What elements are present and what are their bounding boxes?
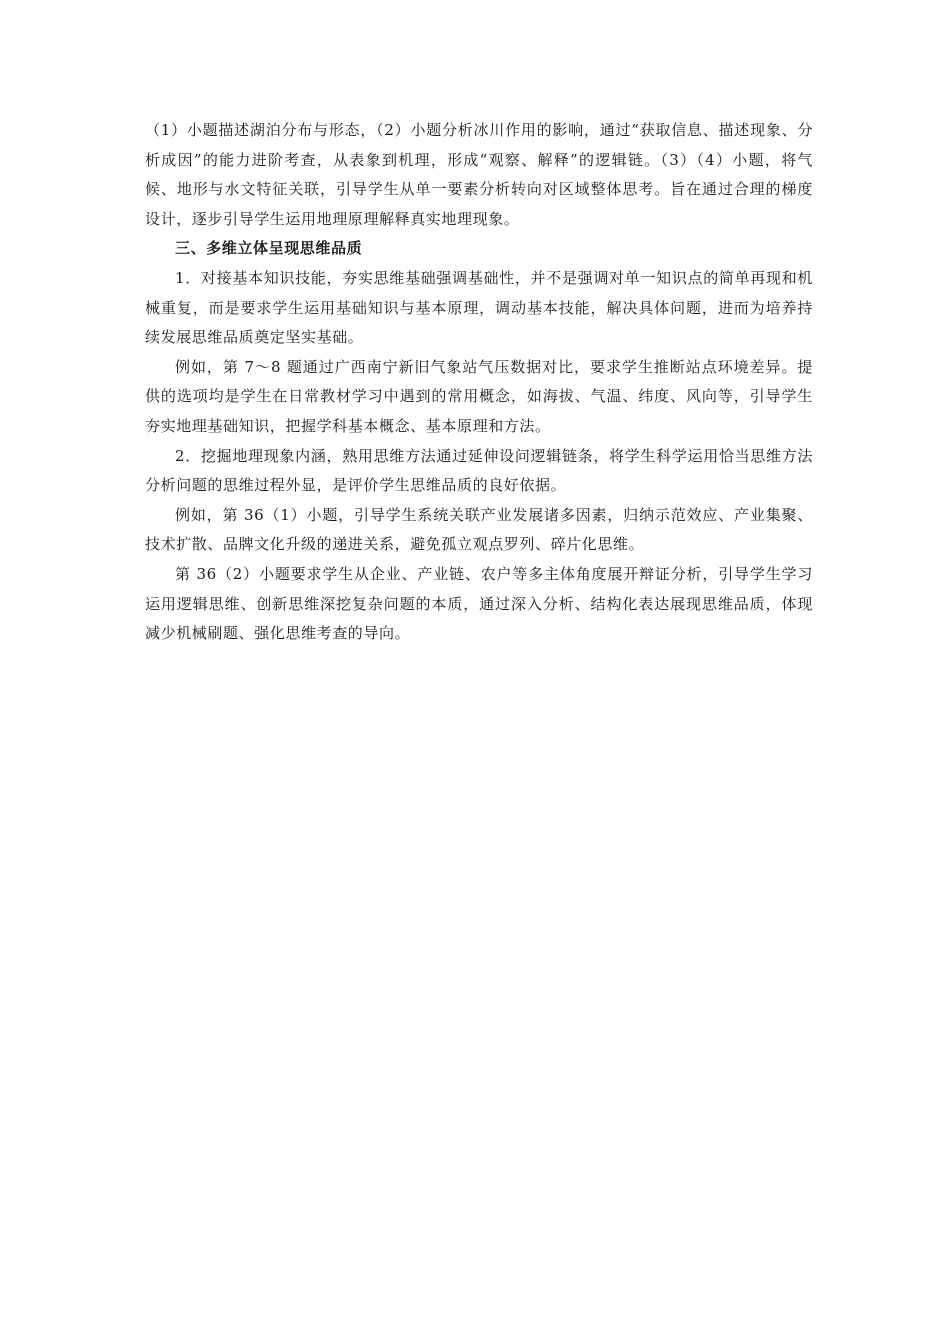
section-heading-3: 三、多维立体呈现思维品质 [175, 239, 363, 258]
paragraph-5: 例如，第 36（1）小题，引导学生系统关联产业发展诸多因素，归纳示范效应、产业集聚、技术扩散、品牌文化升级的递进关系，避免孤立观点罗列、碎片化思维。 [145, 505, 813, 554]
paragraph-3: 例如，第 7～8 题通过广西南宁新旧气象站气压数据对比，要求学生推断站点环境差异。提供的选项均是学生在日常教材学习中遇到的常用概念，如海拔、气温、纬度、风向等，引导学生夯实地理基础知识，把握学科基本概念、基本原理和方法。 [145, 357, 813, 435]
paragraph-2: 1．对接基本知识技能，夯实思维基础强调基础性，并不是强调对单一知识点的简单再现和机械重复，而是要求学生运用基础知识与基本原理，调动基本技能，解决具体问题，进而为培养持续发展思维品质奠定坚实基础。 [145, 268, 813, 347]
document-page [145, 116, 813, 649]
paragraph-4: 2．挖掘地理现象内涵，熟用思维方法通过延伸设问逻辑链条，将学生科学运用恰当思维方法分析问题的思维过程外显，是评价学生思维品质的良好依据。 [145, 446, 813, 495]
paragraph-6: 第 36（2）小题要求学生从企业、产业链、农户等多主体角度展开辩证分析，引导学生学习运用逻辑思维、创新思维深挖复杂问题的本质，通过深入分析、结构化表达展现思维品质，体现减少机械刷题、强化思维考查的导向。 [145, 564, 813, 643]
paragraph-1: （1）小题描述湖泊分布与形态，（2）小题分析冰川作用的影响，通过“获取信息、描述现象、分析成因”的能力进阶考查，从表象到机理，形成“观察、解释”的逻辑链。（3）（4）小题，将气候、地形与水文特征关联，引导学生从单一要素分析转向对区域整体思考。旨在通过合理的梯度设计，逐步引导学生运用地理原理解释真实地理现象。 [145, 121, 813, 228]
